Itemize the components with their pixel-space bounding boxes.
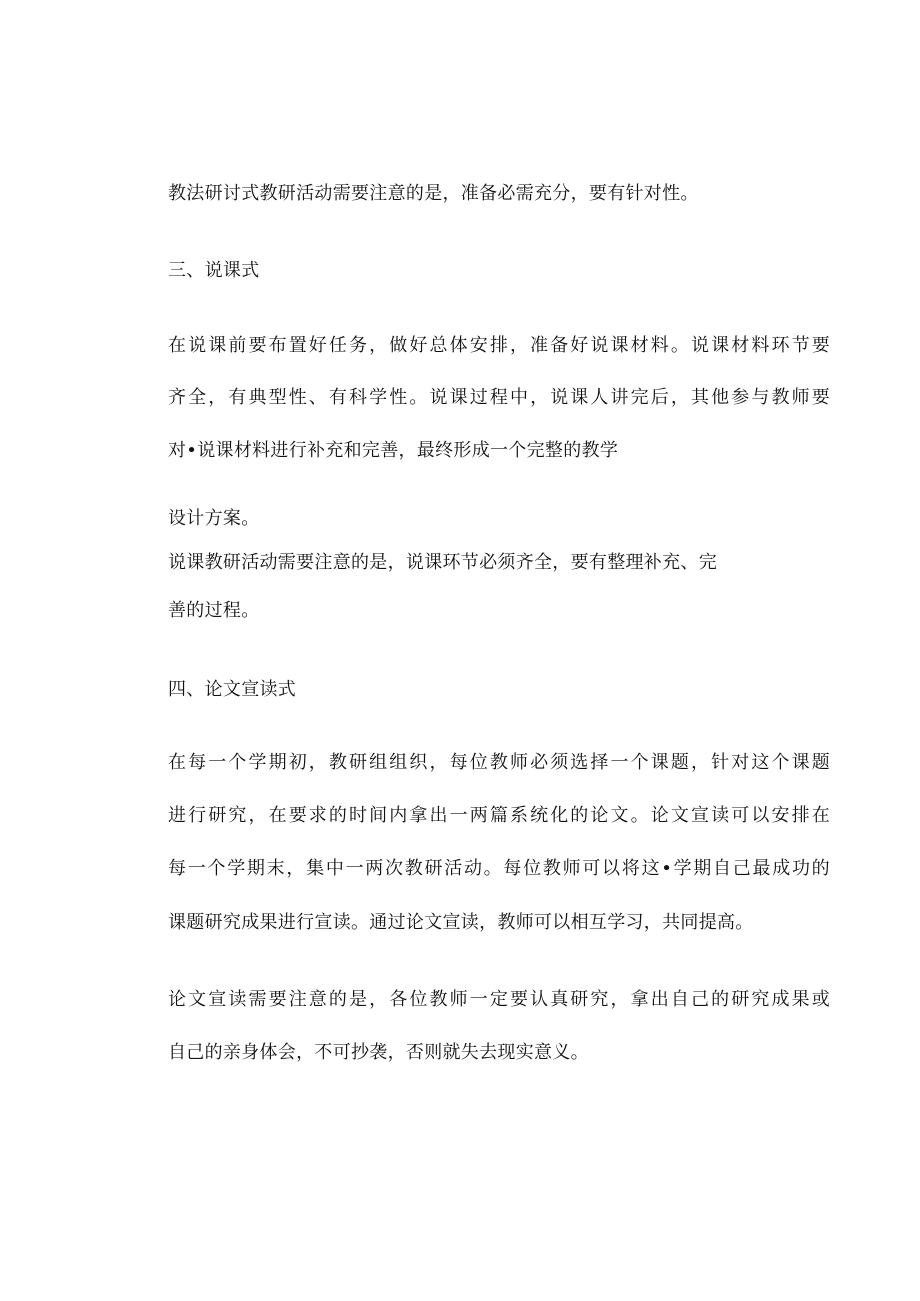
paragraph-line: 进行研究，在要求的时间内拿出一两篇系统化的论文。论文宣读可以安排在 [168, 805, 830, 826]
section-heading-lesson-presentation: 三、说课式 [168, 260, 260, 281]
paragraph-line: 论文宣读需要注意的是，各位教师一定要认真研究，拿出自己的研究成果或 [168, 989, 830, 1010]
paragraph-line: 说课教研活动需要注意的是，说课环节必须齐全，要有整理补充、完 [168, 552, 717, 573]
paragraph-line: 每一个学期末，集中一两次教研活动。每位教师可以将这•学期自己最成功的 [168, 858, 830, 879]
paragraph-line: 在每一个学期初，教研组组织，每位教师必须选择一个课题，针对这个课题 [168, 752, 830, 773]
paragraph-line: 课题研究成果进行宣读。通过论文宣读，教师可以相互学习，共同提高。 [168, 912, 754, 933]
paragraph-line: 自己的亲身体会，不可抄袭，否则就失去现实意义。 [168, 1042, 589, 1063]
paragraph-teaching-method-note: 教法研讨式教研活动需要注意的是，准备必需充分，要有针对性。 [168, 183, 699, 204]
paragraph-line: 对•说课材料进行补充和完善，最终形成一个完整的教学 [168, 440, 619, 461]
paragraph-line: 在说课前要布置好任务，做好总体安排，准备好说课材料。说课材料环节要 [168, 335, 830, 356]
paragraph-line: 设计方案。 [168, 508, 260, 529]
paragraph-line: 善的过程。 [168, 600, 260, 621]
section-heading-paper-reading: 四、论文宣读式 [168, 679, 297, 700]
paragraph-line: 齐全，有典型性、有科学性。说课过程中，说课人讲完后，其他参与教师要 [168, 387, 830, 408]
